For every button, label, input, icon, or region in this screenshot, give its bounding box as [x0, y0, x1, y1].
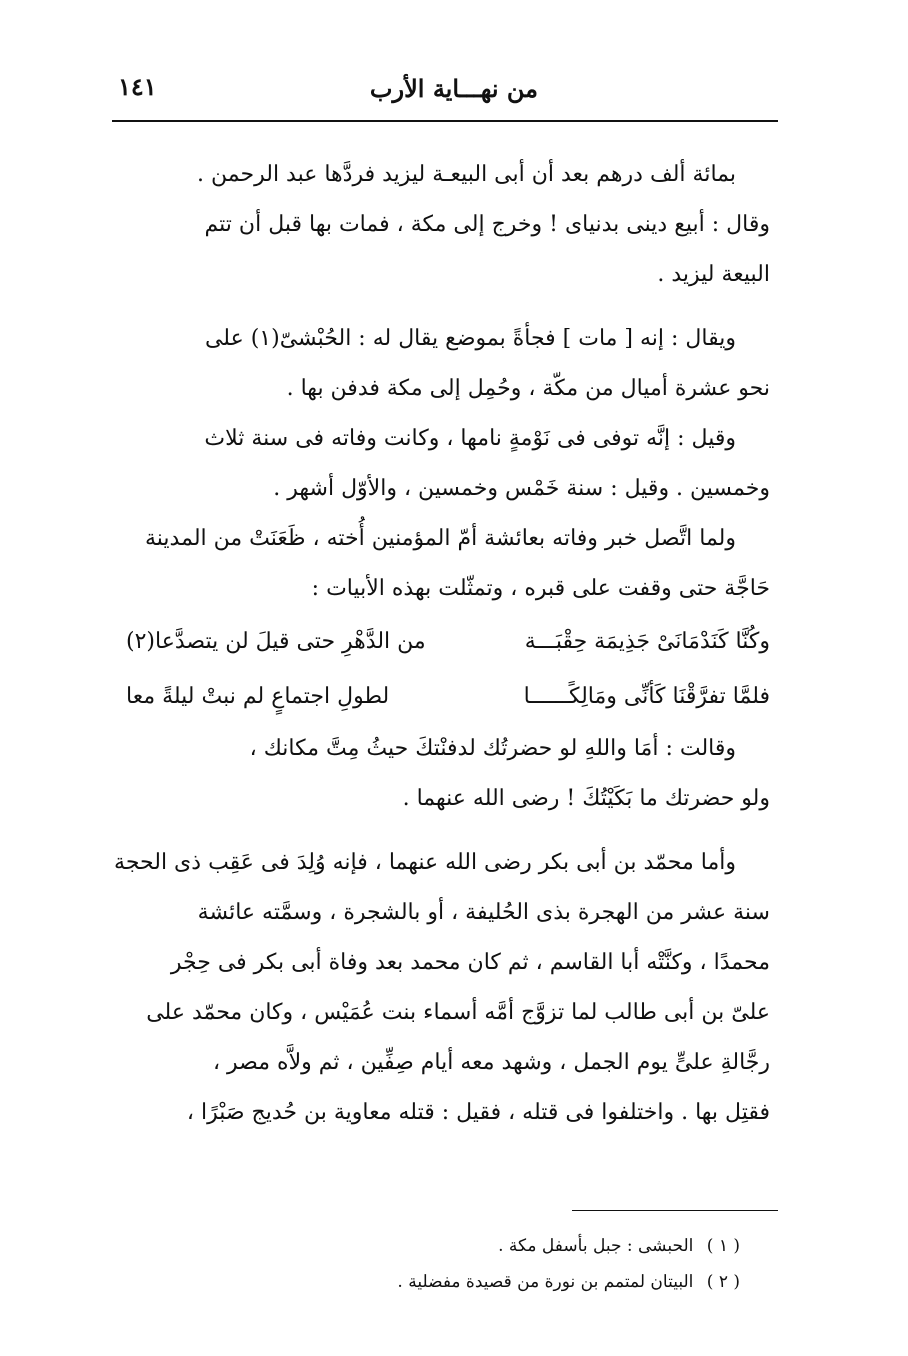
text-line: ولو حضرتك ما بَكَيْتُكَ ! رضى الله عنهما .: [402, 786, 770, 811]
text-line: حَاجَّة حتى وقفت على قبره ، وتمثّلت بهذه الأبيات :: [311, 576, 770, 601]
text-line: ويقال : إنه [ مات ] فجأةً بموضع يقال له : الحُبْشىّ(١) على: [204, 326, 736, 351]
footnotes: [300, 1228, 740, 1300]
footnote-text: البيتان لمتمم بن نورة من قصيدة مفضلية .: [397, 1272, 694, 1292]
main-text: [114, 150, 770, 1138]
text-line: وخمسين . وقيل : سنة خَمْس وخمسين ، والأوّل أشهر .: [273, 476, 770, 501]
footnote-number: ( ١ ): [706, 1236, 740, 1256]
text-line: ولما اتَّصل خبر وفاته بعائشة أمّ المؤمنين أُخته ، ظَعَنَتْ من المدينة: [145, 526, 736, 551]
verse-first-hemistich: فلمَّا تفرَّقْنَا كَأنِّى ومَالِكًــــــا: [523, 684, 770, 709]
footnote: [300, 1264, 740, 1300]
paragraph: [126, 514, 770, 614]
paragraph: [126, 314, 770, 414]
header-rule: [112, 120, 778, 122]
page-number: ١٤١: [118, 72, 157, 101]
text-line: محمدًا ، وكنَّتْه أبا القاسم ، ثم كان محمد بعد وفاة أبى بكر فى حِجْر: [170, 950, 770, 975]
paragraph: [126, 724, 770, 824]
text-line: فقتِل بها . واختلفوا فى قتله ، فقيل : قتله معاوية بن حُديج صَبْرًا ،: [186, 1100, 770, 1125]
footnote-text: الحبشى : جبل بأسفل مكة .: [498, 1236, 694, 1256]
page-header: [112, 62, 778, 114]
poem-verse: [126, 614, 770, 669]
paragraph: [126, 414, 770, 514]
paragraph: [126, 150, 770, 300]
paragraph: [114, 838, 770, 1138]
text-line: وقالت : أمَا واللهِ لو حضرتُك لدفنْتكَ حيثُ مِتَّ مكانك ،: [249, 736, 736, 761]
footnote-rule: [572, 1210, 778, 1211]
footnote-number: ( ٢ ): [706, 1272, 740, 1292]
running-title: من نهـــاية الأرب: [369, 74, 538, 103]
text-line: وقيل : إنَّه توفى فى نَوْمةٍ نامها ، وكانت وفاته فى سنة ثلاث: [204, 426, 736, 451]
text-line: رجَّالةِ علىٍّ يوم الجمل ، وشهد معه أيام صِفِّين ، ثم ولاَّه مصر ،: [212, 1050, 770, 1075]
text-line: وقال : أبيع دينى بدنياى ! وخرج إلى مكة ، فمات بها قبل أن تتم: [204, 212, 770, 237]
footnote: [300, 1228, 740, 1264]
poem-verse: [126, 669, 770, 724]
text-line: علىّ بن أبى طالب لما تزوَّج أمَّه أسماء بنت عُمَيْس ، وكان محمّد على: [146, 1000, 770, 1025]
text-line: وأما محمّد بن أبى بكر رضى الله عنهما ، فإنه وُلِدَ فى عَقِب ذى الحجة: [114, 850, 736, 875]
verse-second-hemistich: لطولِ اجتماعٍ لم نبتْ ليلةً معا: [126, 684, 390, 709]
text-line: نحو عشرة أميال من مكّة ، وحُمِل إلى مكة فدفن بها .: [286, 376, 770, 401]
text-line: سنة عشر من الهجرة بذى الحُليفة ، أو بالشجرة ، وسمَّته عائشة: [197, 900, 770, 925]
verse-second-hemistich: من الدَّهْرِ حتى قيلَ لن يتصدَّعا(٢): [126, 629, 426, 654]
text-line: بمائة ألف درهم بعد أن أبى البيعـة ليزيد فردَّها عبد الرحمن .: [197, 162, 736, 187]
text-line: البيعة ليزيد .: [657, 262, 770, 287]
verse-first-hemistich: وكُنَّا كَنَدْمَانَىْ جَذِيمَة حِقْبَـــة: [524, 629, 770, 654]
